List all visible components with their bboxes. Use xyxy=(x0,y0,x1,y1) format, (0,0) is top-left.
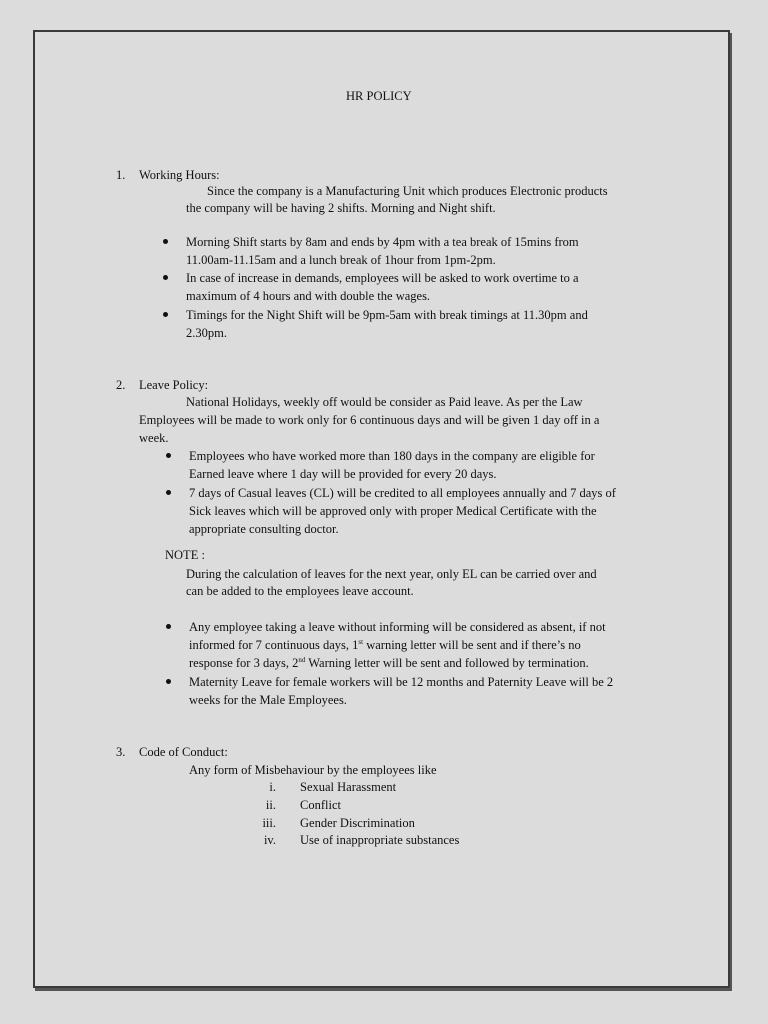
bullet-line: 7 days of Casual leaves (CL) will be credited to all employees annually and 7 days of xyxy=(189,486,616,500)
bullet-line: Maternity Leave for female workers will be 12 months and Paternity Leave will be 2 xyxy=(189,675,614,689)
note-label: NOTE : xyxy=(165,548,205,562)
ordinal-suffix: st xyxy=(358,637,364,646)
bullet-icon xyxy=(163,239,168,244)
list-number: iv. xyxy=(263,833,276,847)
bullet-icon xyxy=(166,453,171,458)
bullet-icon xyxy=(166,490,171,495)
list-item: Gender Discrimination xyxy=(300,816,415,830)
bullet-line: 11.00am-11.15am and a lunch break of 1hour from 1pm-2pm. xyxy=(186,253,496,267)
text-run: warning letter will be sent and if there’s no xyxy=(363,638,581,652)
bullet-line: weeks for the Male Employees. xyxy=(189,693,347,707)
bullet-line xyxy=(189,636,581,654)
ordinal-suffix: nd xyxy=(298,655,306,664)
list-number: ii. xyxy=(265,798,276,812)
bullet-line: Morning Shift starts by 8am and ends by 4pm with a tea break of 15mins from xyxy=(186,235,579,249)
bullet-icon xyxy=(166,679,171,684)
list-number: i. xyxy=(269,780,276,794)
text-run: response for 3 days, 2 xyxy=(189,656,299,670)
bullet-icon xyxy=(163,312,168,317)
paragraph-line: Employees will be made to work only for 6 continuous days and will be given 1 day off in a xyxy=(139,413,600,427)
bullet-line: Any employee taking a leave without informing will be considered as absent, if not xyxy=(189,620,606,634)
bullet-line: Sick leaves which will be approved only with proper Medical Certificate with the xyxy=(189,504,597,518)
document-title: HR POLICY xyxy=(346,89,412,103)
list-item: Sexual Harassment xyxy=(300,780,397,794)
section-heading: Working Hours: xyxy=(139,168,220,182)
bullet-line: appropriate consulting doctor. xyxy=(189,522,339,536)
section-number: 2. xyxy=(116,378,126,392)
text-run: informed for 7 continuous days, 1 xyxy=(189,638,359,652)
bullet-icon xyxy=(163,275,168,280)
note-line: During the calculation of leaves for the next year, only EL can be carried over and xyxy=(186,567,597,581)
bullet-line: 2.30pm. xyxy=(186,326,227,340)
note-line: can be added to the employees leave account. xyxy=(186,584,414,598)
paragraph-line: the company will be having 2 shifts. Morning and Night shift. xyxy=(186,201,496,215)
paragraph-line: week. xyxy=(139,431,169,445)
bullet-line: Earned leave where 1 day will be provided for every 20 days. xyxy=(189,467,497,481)
section-number: 3. xyxy=(116,745,126,759)
section-number: 1. xyxy=(116,168,126,182)
paragraph-line: Since the company is a Manufacturing Unit which produces Electronic products xyxy=(207,184,608,198)
bullet-icon xyxy=(166,624,171,629)
list-number: iii. xyxy=(262,816,276,830)
bullet-line: Timings for the Night Shift will be 9pm-5am with break timings at 11.30pm and xyxy=(186,308,588,322)
paragraph-line: Any form of Misbehaviour by the employees like xyxy=(189,763,437,777)
bullet-line: Employees who have worked more than 180 days in the company are eligible for xyxy=(189,449,595,463)
list-item: Use of inappropriate substances xyxy=(300,833,460,847)
bullet-line xyxy=(189,654,589,672)
list-item: Conflict xyxy=(300,798,341,812)
text-run: Warning letter will be sent and followed by termination. xyxy=(305,656,589,670)
section-heading: Code of Conduct: xyxy=(139,745,228,759)
paragraph-line: National Holidays, weekly off would be consider as Paid leave. As per the Law xyxy=(186,395,583,409)
bullet-line: In case of increase in demands, employees will be asked to work overtime to a xyxy=(186,271,579,285)
section-heading: Leave Policy: xyxy=(139,378,209,392)
bullet-line: maximum of 4 hours and with double the wages. xyxy=(186,289,431,303)
